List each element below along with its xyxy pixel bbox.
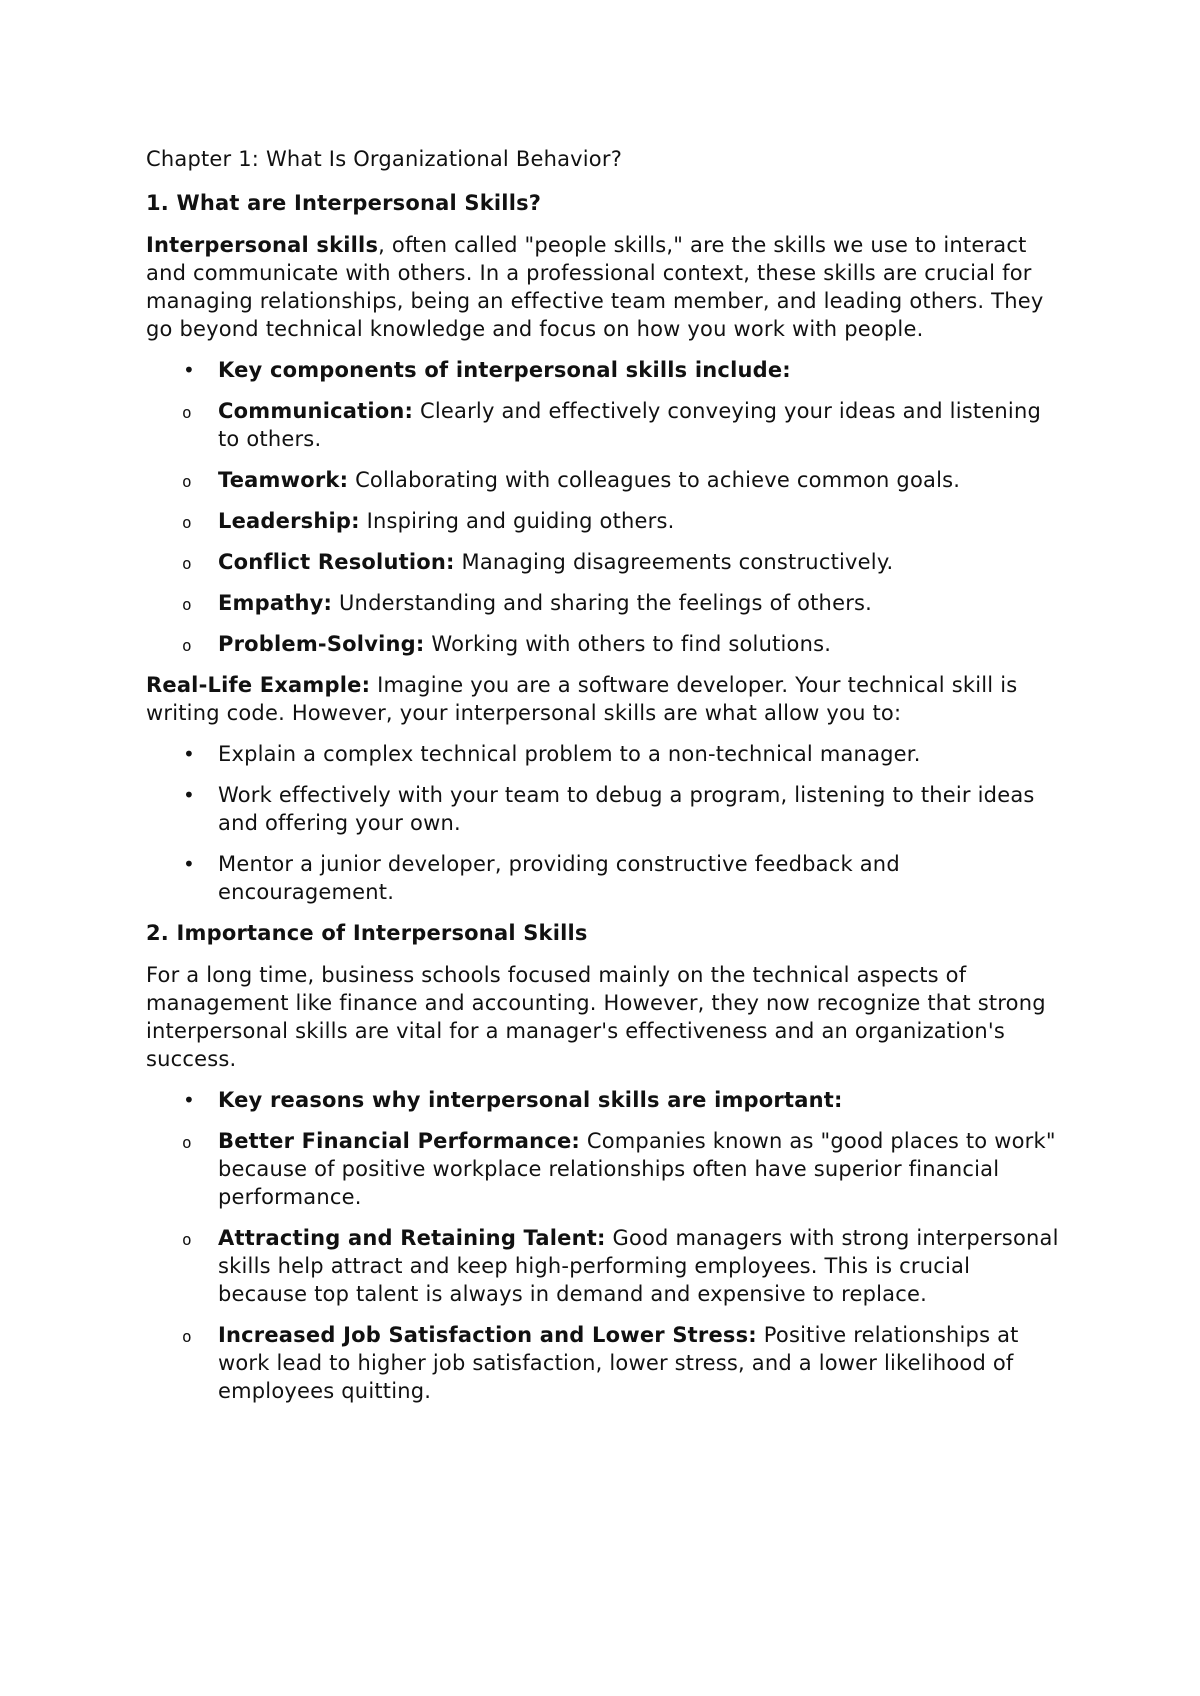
section-heading-1: 1. What are Interpersonal Skills?: [146, 191, 542, 215]
bullet-icon: •: [183, 852, 195, 876]
list-item: [146, 850, 1066, 906]
components-label: Key components of interpersonal skills include:: [218, 358, 791, 382]
bullet-icon: •: [183, 1088, 195, 1112]
intro-term: Interpersonal skills: [146, 233, 379, 257]
example-item-text: Mentor a junior developer, providing constructive feedback and encouragement.: [218, 852, 900, 904]
component-desc: Working with others to find solutions.: [424, 632, 832, 656]
sub-bullet-icon: o: [182, 595, 192, 614]
component-desc: Understanding and sharing the feelings of others.: [332, 591, 873, 615]
component-desc: Managing disagreements constructively.: [454, 550, 894, 574]
reason-desc: Companies known as "good places to work" because of positive workplace relationships often have superior financial performance.: [218, 1129, 1056, 1209]
components-list: [146, 356, 1066, 658]
example-text: Imagine you are a software developer. Your technical skill is writing code. However, your interpersonal skills are what allow you to:: [146, 673, 1018, 725]
reason-desc: Good managers with strong interpersonal skills help attract and keep high-performing employees. This is crucial because top talent is always in demand and expensive to replace.: [218, 1226, 1059, 1306]
list-item: [146, 781, 1066, 837]
list-item: [146, 1224, 1066, 1308]
chapter-title: Chapter 1: What Is Organizational Behavior?: [146, 147, 623, 171]
reason-term: Increased Job Satisfaction and Lower Stress:: [218, 1323, 757, 1347]
component-term: Conflict Resolution:: [218, 550, 455, 574]
section-heading-2: 2. Importance of Interpersonal Skills: [146, 921, 588, 945]
list-item: [146, 548, 1066, 576]
list-item: [146, 1127, 1066, 1211]
component-term: Communication:: [218, 399, 414, 423]
bullet-icon: •: [183, 742, 195, 766]
bullet-icon: •: [183, 783, 195, 807]
component-term: Teamwork:: [218, 468, 349, 492]
list-item: [146, 1321, 1066, 1405]
sub-bullet-icon: o: [182, 472, 192, 491]
list-item: [146, 1086, 1066, 1405]
list-item: [146, 589, 1066, 617]
example-list: [146, 740, 1066, 906]
component-term: Problem-Solving:: [218, 632, 425, 656]
sub-bullet-icon: o: [182, 403, 192, 422]
sub-bullet-icon: o: [182, 1133, 192, 1152]
example-paragraph: [146, 671, 1066, 727]
reasons-label: Key reasons why interpersonal skills are important:: [218, 1088, 843, 1112]
reason-term: Attracting and Retaining Talent:: [218, 1226, 606, 1250]
section1-intro-paragraph: [146, 231, 1066, 343]
bullet-icon: •: [183, 358, 195, 382]
reasons-sublist: [146, 1127, 1066, 1405]
example-item-text: Work effectively with your team to debug a program, listening to their ideas and offering your own.: [218, 783, 1035, 835]
sub-bullet-icon: o: [182, 1327, 192, 1346]
reason-desc: Positive relationships at work lead to higher job satisfaction, lower stress, and a lower likelihood of employees quitting.: [218, 1323, 1019, 1403]
document-page: [146, 145, 1066, 1418]
example-item-text: Explain a complex technical problem to a non-technical manager.: [218, 742, 921, 766]
sub-bullet-icon: o: [182, 1230, 192, 1249]
sub-bullet-icon: o: [182, 554, 192, 573]
sub-bullet-icon: o: [182, 636, 192, 655]
sub-bullet-icon: o: [182, 513, 192, 532]
intro-text: , often called "people skills," are the skills we use to interact and communicate with others. In a professional context, these skills are crucial for managing relationships, being an effective team member, and leading others. They go beyond technical knowledge and focus on how you work with people.: [146, 233, 1044, 341]
list-item: [146, 740, 1066, 768]
component-desc: Clearly and effectively conveying your ideas and listening to others.: [218, 399, 1042, 451]
component-desc: Inspiring and guiding others.: [359, 509, 675, 533]
list-item: [146, 356, 1066, 658]
section2-intro-paragraph: For a long time, business schools focused mainly on the technical aspects of management like finance and accounting. However, they now recognize that strong interpersonal skills are vital for a manager's effectiveness and an organization's success.: [146, 963, 1046, 1071]
component-desc: Collaborating with colleagues to achieve common goals.: [348, 468, 961, 492]
list-item: [146, 507, 1066, 535]
example-label: Real-Life Example:: [146, 673, 371, 697]
reason-term: Better Financial Performance:: [218, 1129, 580, 1153]
list-item: [146, 466, 1066, 494]
list-item: [146, 630, 1066, 658]
component-term: Empathy:: [218, 591, 333, 615]
reasons-list: [146, 1086, 1066, 1405]
list-item: [146, 397, 1066, 453]
components-sublist: [146, 397, 1066, 658]
component-term: Leadership:: [218, 509, 360, 533]
